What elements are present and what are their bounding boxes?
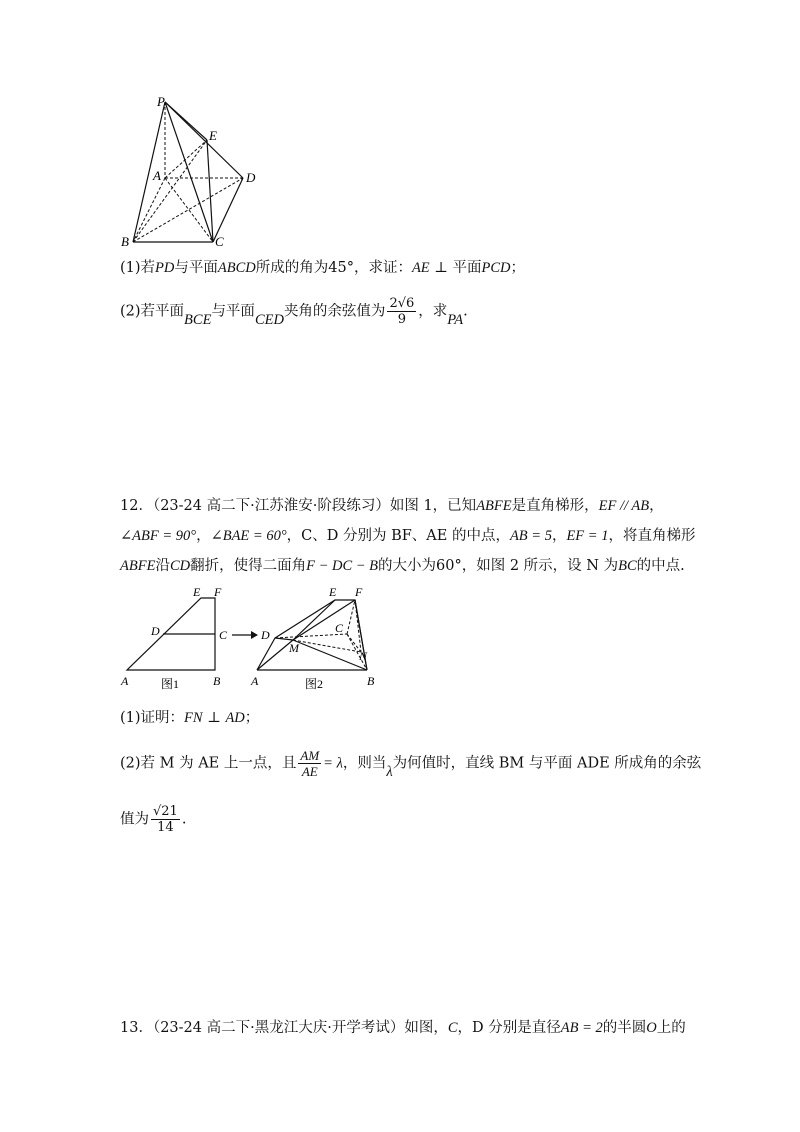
fig1-label-D: D xyxy=(151,624,160,638)
q12-part2: (2)若 M 为 AE 上一点，且 $\frac{AM}{AE}$ = λ，则当λ为何值时，直线 BM 与平面 ADE 所成角的余弦 xyxy=(120,748,702,780)
fig2-label-E: E xyxy=(329,585,337,599)
q12-part2b: 值为 $\frac{√21}{14}$ . xyxy=(120,804,187,835)
q13-line1: 13．（23-24 高二下·黑龙江大庆·开学考试）如图，C，D 分别是直径AB = 2的半圆O上的 xyxy=(120,1020,686,1036)
fig1-label-B: B xyxy=(213,674,221,688)
q11-part2: (2)若平面BCE与平面CED夹角的余弦值为 $\frac{2√6}{9}$ ，求PA. xyxy=(120,296,468,328)
fig1-caption: 图1 xyxy=(161,677,180,691)
label-B: B xyxy=(121,234,129,249)
label-A: A xyxy=(153,168,161,183)
fraction-root21-over-14: $\frac{√21}{14}$ xyxy=(153,804,178,835)
fig1-label-F: F xyxy=(214,585,222,599)
q12-part1: (1)证明：FN ⊥ AD； xyxy=(120,710,260,726)
arrow-right-icon xyxy=(251,631,258,639)
fig2-label-N: N xyxy=(359,649,368,663)
label-P: P xyxy=(157,94,165,109)
fig2-caption: 图2 xyxy=(305,677,324,691)
fig2-label-B: B xyxy=(367,674,375,688)
q12-line1: 12．（23-24 高二下·江苏淮安·阶段练习）如图 1，已知ABFE是直角梯形，EF // AB， xyxy=(120,498,664,514)
label-C: C xyxy=(215,234,224,249)
q11-part1: (1)若PD与平面ABCD所成的角为45°，求证：AE ⊥ 平面PCD； xyxy=(120,260,526,276)
fig1-label-C: C xyxy=(219,628,228,642)
fig1-label-E: E xyxy=(193,585,201,599)
q12-line2: ∠ABF = 90°，∠BAE = 60°，C、D 分别为 BF、AE 的中点，AB = 5，EF = 1，将直角梯形 xyxy=(120,528,696,544)
trapezoid-figures xyxy=(115,582,395,694)
fig2-label-C: C xyxy=(335,621,344,635)
fig2-label-F: F xyxy=(355,585,363,599)
fraction-am-over-ae: $\frac{AM}{AE}$ xyxy=(300,748,320,779)
fraction-2root6-over-9: $\frac{2√6}{9}$ xyxy=(389,296,415,327)
label-D: D xyxy=(246,170,256,185)
fig2-label-D: D xyxy=(261,628,270,642)
fig1-label-A: A xyxy=(121,674,129,688)
fig2-label-M: M xyxy=(289,641,299,655)
q12-line3: ABFE沿CD翻折，使得二面角F − DC − B的大小为60°，如图 2 所示，设 N 为BC的中点. xyxy=(120,558,685,574)
fig2-label-A: A xyxy=(251,674,259,688)
label-E: E xyxy=(209,128,217,143)
pyramid-figure xyxy=(115,92,275,252)
